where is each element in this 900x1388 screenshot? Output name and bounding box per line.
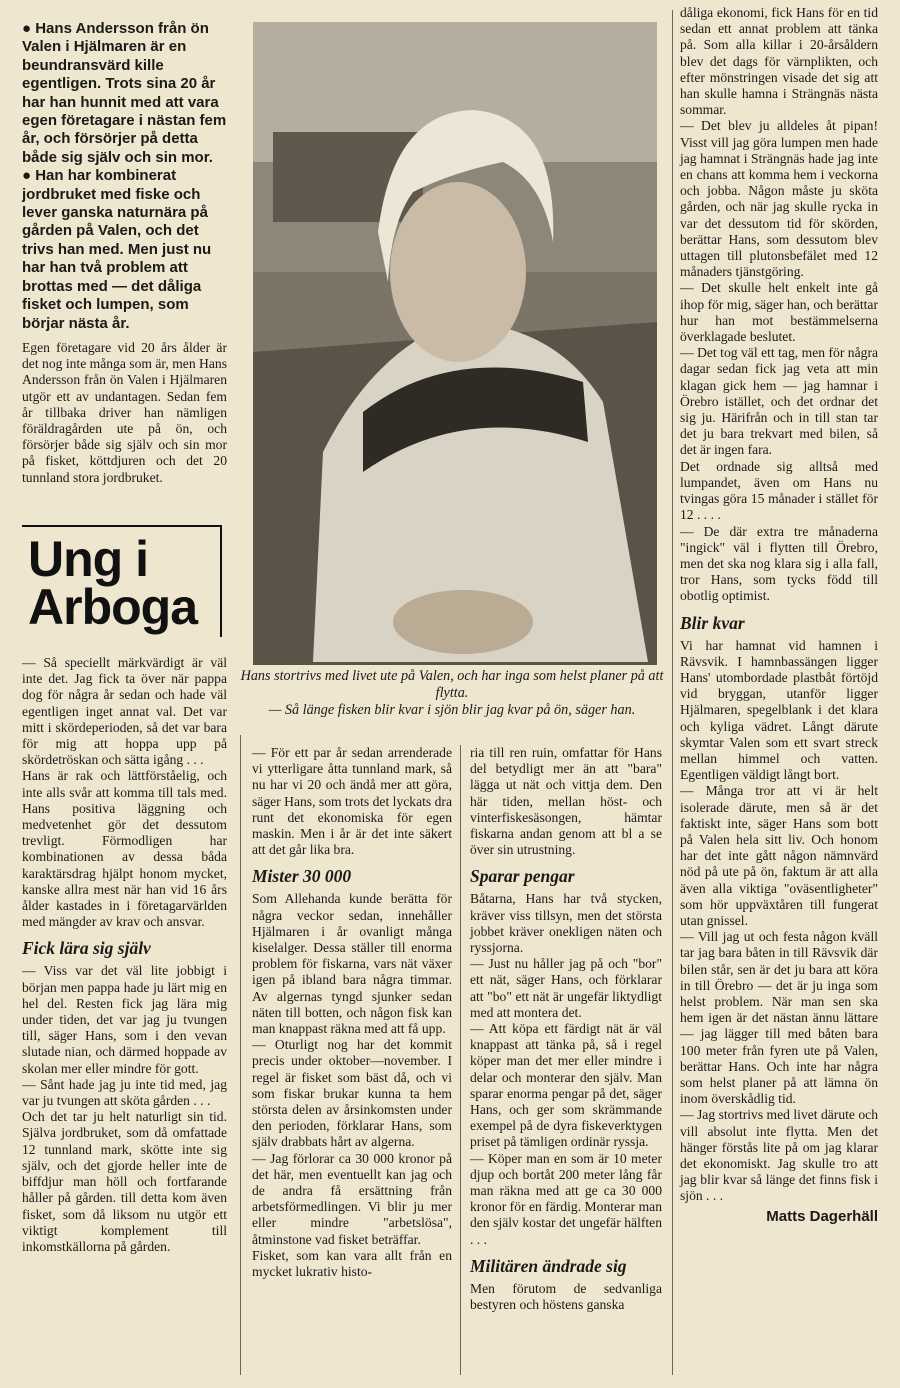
subheading: Mister 30 000 [252, 866, 352, 887]
col1-paragraph: — Sånt hade jag ju inte tid med, jag var ju tvungen att sköta gården . . . [22, 1076, 227, 1109]
col1-paragraph: — Viss var det väl lite jobbigt i början men pappa hade ju lärt mig en hel del. Resten fick jag lära mig under tiden, det var jag ju tvungen till, säger Hans, som i den vevan slutade nian, och därmed hoppade av skolan mer eller mindre för gott. [22, 963, 227, 1076]
byline: Matts Dagerhäll [766, 1207, 878, 1225]
column-3 [470, 745, 662, 1313]
col4-paragraph: — Vill jag ut och festa någon kväll tar jag bara båten in till Rävsvik där bilen står, sen är det ju bara att köra in till Örebro — det är ju inga som helst problem. När man sen ska hem igen är det nästan ännu lättare — jag lägger till med båten bara 100 meter från fyren ute på Valen, berättar Hans. Och inte har några som helst planer på att lämna ön inom överskådlig tid. [680, 929, 878, 1107]
subheading: Fick lära sig själv [22, 938, 151, 959]
column-divider [672, 10, 673, 1375]
intro-paragraph: Egen företagare vid 20 års ålder är det nog inte många som är, men Hans Andersson från ön Valen i Hjälmaren utgör ett av undantagen. Sedan fem år tillbaka driver han nämligen föräldragården ute på ön, och försörjer både sig själv och sin mor på fisket, köttdjuren och det 20 tunnland stora jordbruket. [22, 340, 227, 485]
subheading: Militären ändrade sig [470, 1255, 627, 1276]
column-divider [460, 745, 461, 1375]
col4-paragraph: — Det blev ju alldeles åt pipan! Visst vill jag göra lumpen men hade jag hamnat i Strängnäs hade jag inte en chans att komma hem i veckorna och jobba. Någon måste ju sköta gården, och när jag skulle rycka in var det dessutom tid för skörden, berättar Hans, som dessutom blev uttagen till plutonsbefälet med 12 månaders tjänstgöring. [680, 118, 878, 280]
col3-paragraph: Men förutom de sedvanliga bestyren och höstens ganska [470, 1280, 662, 1313]
col3-paragraph: — Att köpa ett färdigt nät är väl knappast att tänka på, så i regel köper man det mer eller mindre i delar och monterar den själv. Man sparar enorma pengar på det, säger Hans, och ger som skrämmande exempel på de dyra fiskeverktygen priset på tämligen ordinär ryssja. [470, 1021, 662, 1150]
col4-paragraph: — Många tror att vi är helt isolerade därute, men så är det faktiskt inte, säger Hans som bott på Valen hela sitt liv. Och honom har det inte gått någon nämnvärd nöd på ute på ön, faktum är att alla även alla viktiga "oväsentligheter" som hör uppväxtåren till fungerat utan gnissel. [680, 783, 878, 928]
headline-line-2: Arboga [28, 579, 197, 635]
headline-line-1: Ung i [28, 531, 148, 587]
column-1 [22, 655, 227, 1255]
col4-paragraph: — Det skulle helt enkelt inte gå ihop för mig, säger han, och berättar hur han mot bestämmelserna överklagade beslutet. [680, 280, 878, 345]
col3-paragraph: Båtarna, Hans har två stycken, kräver viss tillsyn, men det största jobbet kräver onekligen näten och ryssjorna. [470, 891, 662, 956]
portrait-illustration [253, 22, 657, 665]
subheading: Sparar pengar [470, 866, 575, 887]
col4-paragraph: dåliga ekonomi, fick Hans för en tid sedan ett annat problem att tänka på. Som alla killar i 20-årsåldern blev det dags för värnplikten, och efter mönstringen visade det sig att han skulle hamna i Strängnäs nästa sommar. [680, 5, 878, 118]
col2-paragraph: — Oturligt nog har det kommit precis under oktober—november. I regel är fisket som bäst då, och vi som fiskar brukar kunna ta hem största delen av årsinkomsten under den perioden, förklarar Hans, som själv drabbats hårt av algerna. [252, 1037, 452, 1150]
caption-line-1: Hans stortrivs med livet ute på Valen, och har inga som helst planer på att flytta. [240, 668, 664, 701]
caption-line-2: — Så länge fisken blir kvar i sjön blir jag kvar på ön, säger han. [268, 702, 636, 718]
column-4 [680, 5, 878, 1225]
intro-text [22, 340, 227, 486]
col2-paragraph: Fisket, som kan vara allt från en mycket lukrativ histo- [252, 1247, 452, 1280]
col4-paragraph: Vi har hamnat vid hamnen i Rävsvik. I hamnbassängen ligger Hans' utombordade plastbåt förtöjd vid bryggan, utanför ligger Hjälmaren, spegelblank i det klara och kyliga vädret. Långt därute skymtar Valen som ett svart streck mellan himmel och vatten. Egentligen väldigt långt bort. [680, 637, 878, 783]
lead-paragraph-1: ● Hans Andersson från ön Valen i Hjälmaren är en beundransvärd kille egentligen. Trots sina 20 år har han hunnit med att vara egen företagare i nästan fem år, och försörjer på detta både sig själv och sin mor. [22, 20, 227, 166]
col2-paragraph: Som Allehanda kunde berätta för några veckor sedan, innehåller Hjälmaren i år ovanligt många kiselalger. Dessa ställer till enorma problem för fiskarna, vars nät växer igen på ibland bara några timmar. Av algernas tyngd sjunker sedan näten till botten, och någon fisk kan man knappast räkna med att få upp. [252, 891, 452, 1037]
col4-paragraph: — Det tog väl ett tag, men för några dagar sedan fick jag veta att min klagan gick hem — jag hamnar i Örebro istället, och det ordnar det sig ju. Härifrån och in till stan tar det ju bara trekvart med bilen, så det är ingen fara. [680, 345, 878, 458]
subheading: Blir kvar [680, 612, 745, 633]
headline-box [22, 525, 227, 645]
col2-paragraph: — För ett par år sedan arrenderade vi ytterligare åtta tunnland mark, så nu har vi 20 och ändå mer att göra, säger Hans, som trots det lyckats dra runt det ekonomiska för egen maskin. Men i år är det inte säkert att det går lika bra. [252, 745, 452, 858]
col2-paragraph: — Jag förlorar ca 30 000 kronor på det här, men eventuellt kan jag och de andra få ersättning från arbetsförmedlingen. Vi blir ju mer eller mindre "arbetslösa", åtminstone vad fisket beträffar. [252, 1150, 452, 1247]
lead-text [22, 20, 227, 333]
column-2 [252, 745, 452, 1280]
col4-paragraph: — De där extra tre månaderna "ingick" väl i flytten till Örebro, men det ska nog klara sig i alla fall, tror Hans, som tycks född till obotlig optimist. [680, 523, 878, 604]
col3-paragraph: — Köper man en som är 10 meter djup och bortåt 200 meter lång får man räkna med att ge ca 30 000 kronor för en färdig. Monterar man den själv kostar det ungefär hälften . . . [470, 1150, 662, 1247]
col1-paragraph: Hans är rak och lättförståelig, och inte alls svår att komma till tals med. Hans positiva läggning och medvetenhet gör det dessutom trevligt. Förmodligen har kombinationen av dessa båda karaktärsdrag hjälpt honom mycket, kanske allra mest när han vid 16 års ålder kastades in i företagarvärlden med mängder av krav och ansvar. [22, 768, 227, 930]
col3-paragraph: — Just nu håller jag på och "bor" ett nät, säger Hans, och förklarar att "bo" ett nät är ungefär liktydligt med att montera det. [470, 956, 662, 1020]
column-divider [240, 735, 241, 1375]
portrait-photo [253, 22, 657, 665]
col3-paragraph: ria till ren ruin, omfattar för Hans del betydligt mer än att "bara" lägga ut nät och vittja dem. Den här tiden, mellan höst- och vinterfiskesäsongen, hämtar fiskarna andan genom att bl a se över sin utrustning. [470, 745, 662, 858]
lead-paragraph-2: ● Han har kombinerat jordbruket med fiske och lever ganska naturnära på gården på Valen, och det trivs han med. Men just nu har han två problem att brottas med — det dåliga fisket och lumpen, som börjar nästa år. [22, 167, 212, 332]
col1-paragraph: — Så speciellt märkvärdigt är väl inte det. Jag fick ta över när pappa dog för några år sedan och hade väl egentligen inget annat val. Det var mitt i skördeperioden, så det var bara för mig att hoppa upp på skördetröskan och sätta igång . . . [22, 655, 227, 768]
headline-rule-side [220, 525, 222, 637]
photo-caption [232, 668, 672, 719]
col1-paragraph: Och det tar ju helt naturligt sin tid. Själva jordbruket, som då omfattade 12 tunnland mark, skötte inte sig själv, och det gjorde heller inte de biffdjur man höll och fortfarande håller på gården. till detta kom även fisket, som då liksom nu utgör ett viktigt komplement till inkomstkällorna på gården. [22, 1109, 227, 1254]
col4-paragraph: Det ordnade sig alltså med lumpandet, även om Hans nu tvingas göra 15 månader i stället för 12 . . . . [680, 458, 878, 523]
col4-paragraph: — Jag stortrivs med livet därute och vill absolut inte flytta. Men det hänger förstås lite på om jag klarar det ekonomiskt. Jag skulle tro att jag blir kvar så länge det finns fisk i sjön . . . [680, 1107, 878, 1204]
headline-rule [22, 525, 222, 527]
